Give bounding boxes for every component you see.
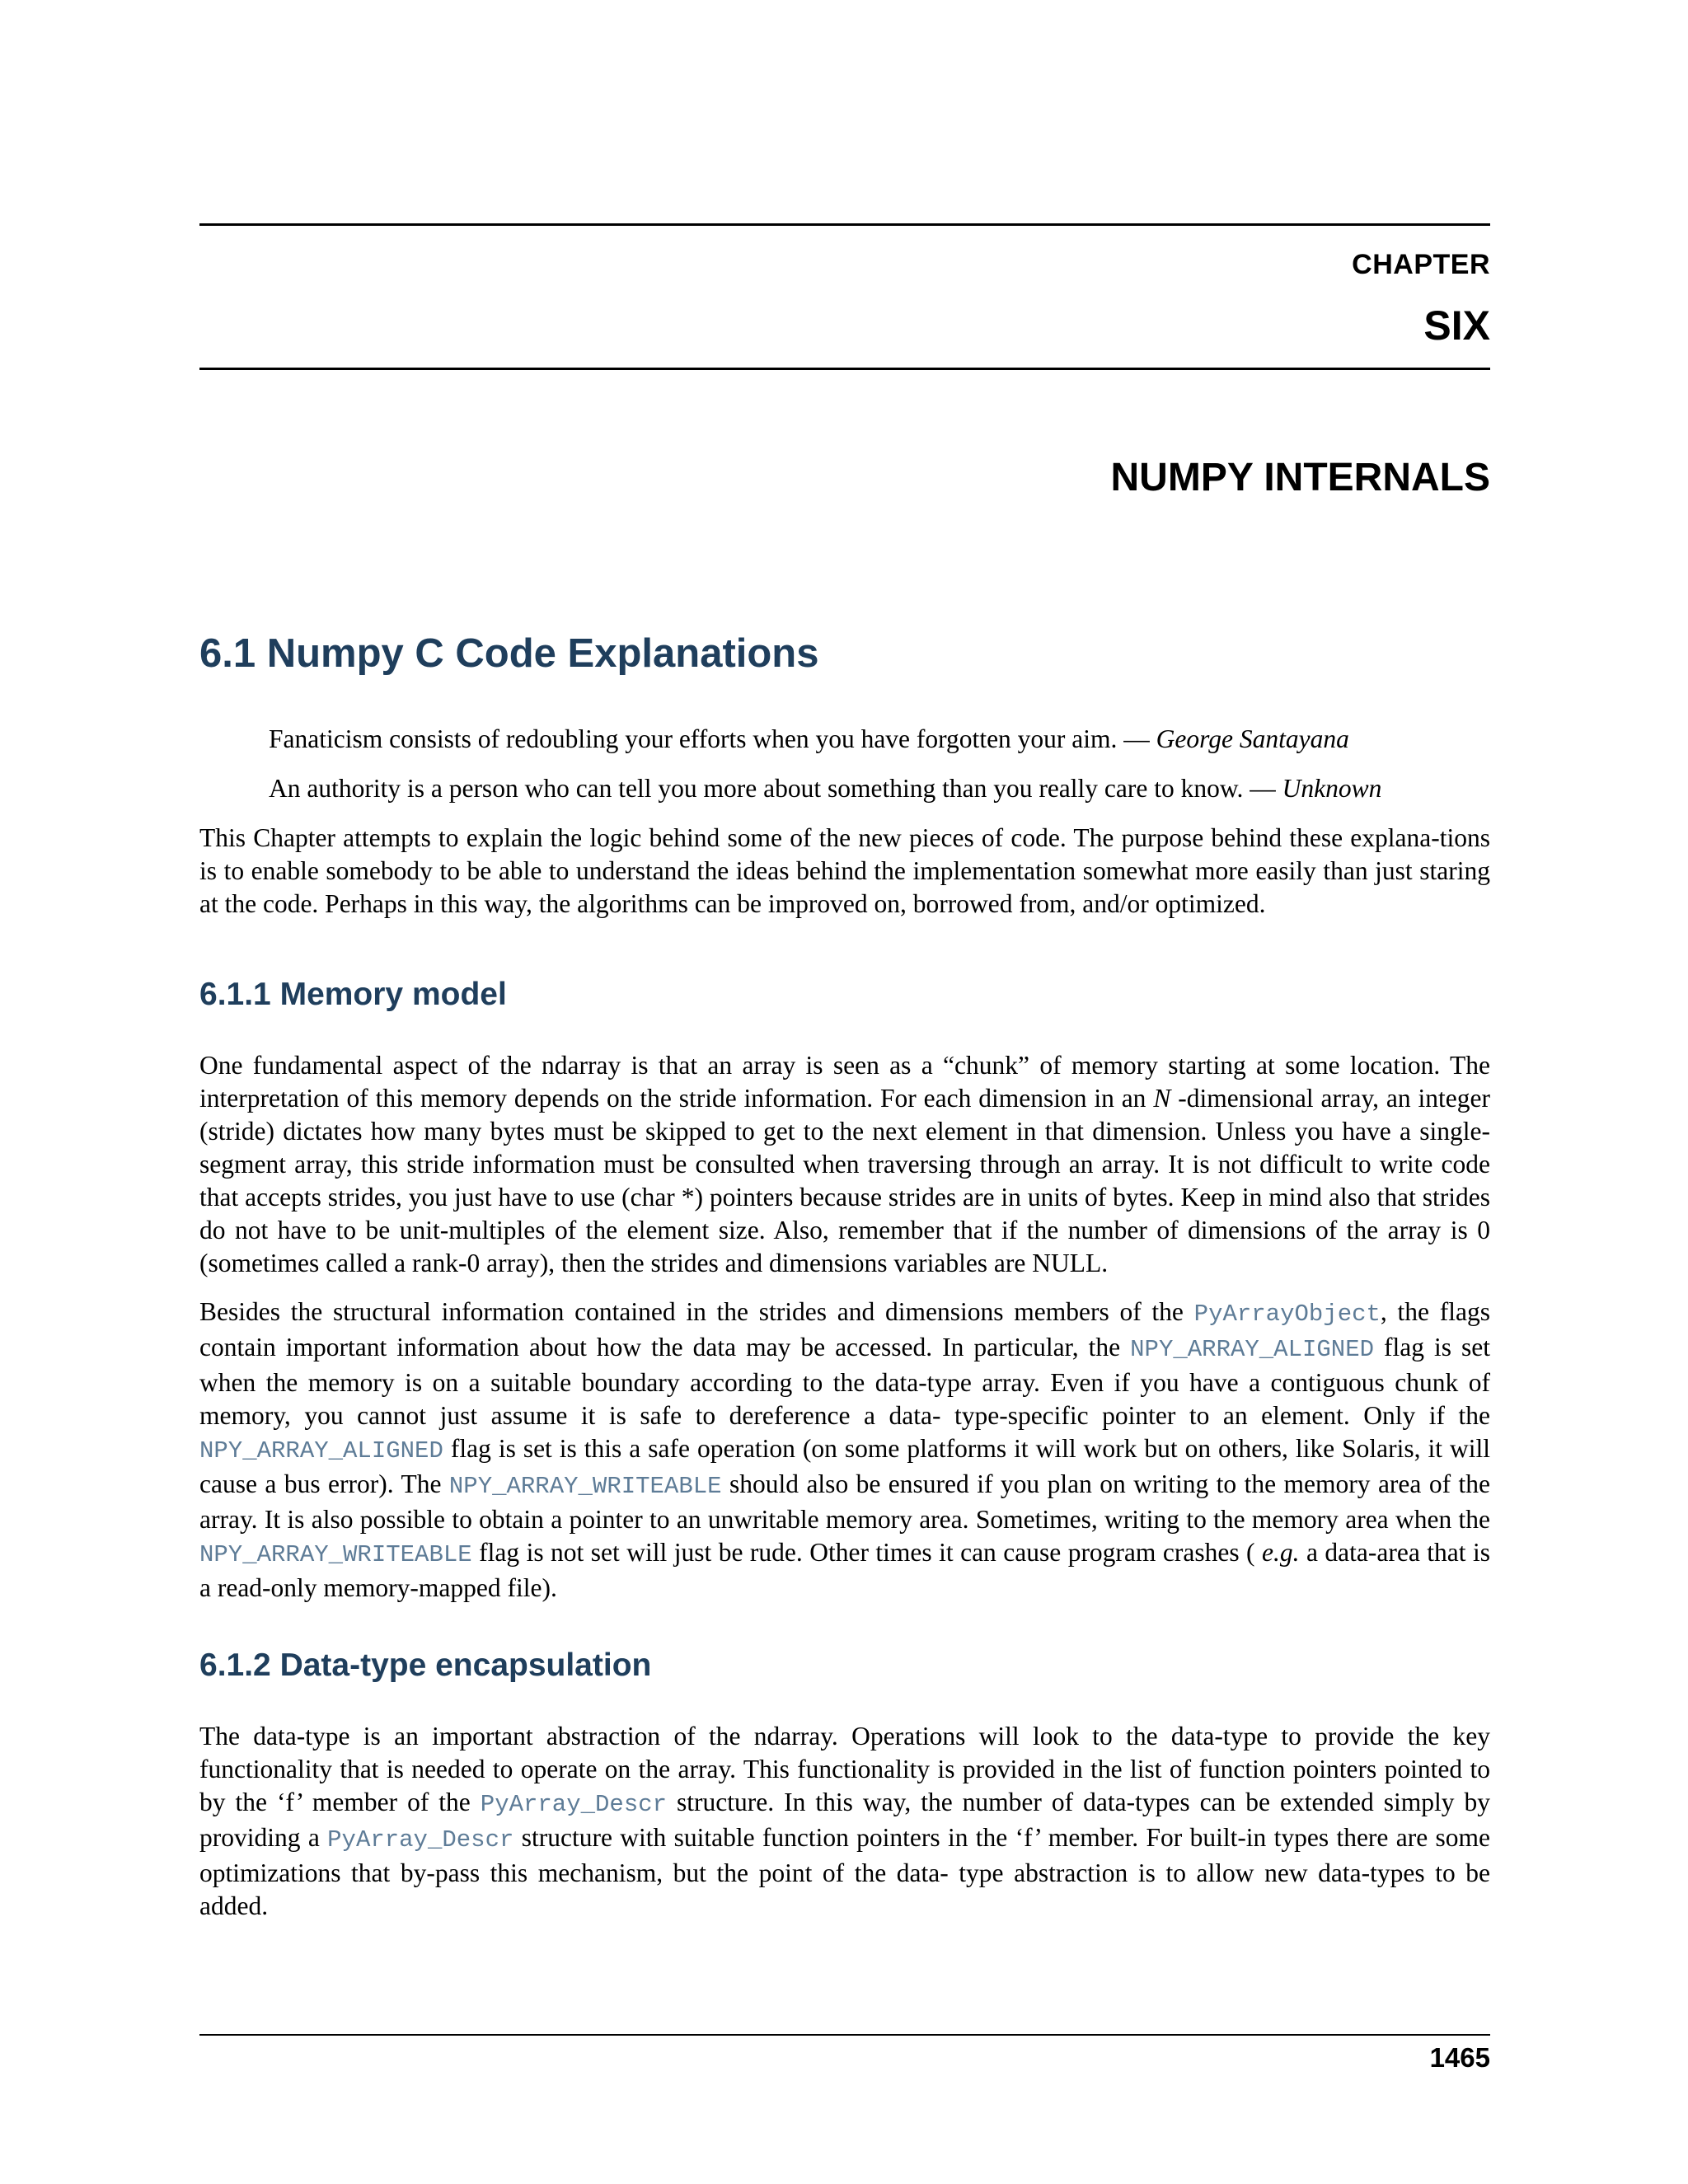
math-n: N <box>1153 1084 1171 1113</box>
quote-author: Unknown <box>1282 774 1382 803</box>
memory-model-paragraph-2: Besides the structural information contained in the strides and dimensions members of the PyArrayObject, the flags contain important information about how the data may be accessed. In particular, the NPY_ARRAY_ALIGNED flag is set when the memory is on a suitable boundary according to the data-type array. Even if you have a contiguous chunk of memory, you cannot just assume it is safe to dereference a data- type-specific pointer to an element. Only if the NPY_ARRAY_ALIGNED flag is set is this a safe operation (on some platforms it will work but on others, like Solaris, it will cause a bus error). The NPY_ARRAY_WRITEABLE should also be ensured if you plan on writing to the memory area of the array. It is also possible to obtain a pointer to an unwritable memory area. Sometimes, writing to the memory area when the NPY_ARRAY_WRITEABLE flag is not set will just be rude. Other times it can cause program crashes ( e.g. a data-area that is a read-only memory-mapped file). <box>199 1297 1490 1602</box>
code-npy-array-writeable[interactable]: NPY_ARRAY_WRITEABLE <box>199 1541 472 1568</box>
subsection-heading-memory-model: 6.1.1 Memory model <box>199 977 507 1012</box>
data-type-paragraph: The data-type is an important abstraction of the ndarray. Operations will look to the data-type to provide the key functionality that is needed to operate on the array. This functionality is provided in the list of function pointers pointed to by the ‘f’ member of the PyArray_Descr structure. In this way, the number of data-types can be extended simply by providing a PyArray_Descr structure with suitable function pointers in the ‘f’ member. For built-in types there are some optimizations that by-pass this mechanism, but the point of the data- type abstraction is to allow new data-types to be added. <box>199 1722 1491 1920</box>
memory-model-paragraph-1: One fundamental aspect of the ndarray is that an array is seen as a “chunk” of memory starting at some location. The interpretation of this memory depends on the stride information. For each dimension in an N -dimensional array, an integer (stride) dictates how many bytes must be skipped to get to the next element in that dimension. Unless you have a single-segment array, this stride information must be consulted when traversing through an array. It is not difficult to write code that accepts strides, you just have to use (char *) pointers because strides are in units of bytes. Keep in mind also that strides do not have to be unit-multiples of the element size. Also, remember that if the number of dimensions of the array is 0 (sometimes called a rank-0 array), then the strides and dimensions variables are NULL. <box>199 1051 1490 1277</box>
subsection-heading-data-type: 6.1.2 Data-type encapsulation <box>199 1647 652 1683</box>
intro-paragraph: This Chapter attempts to explain the logic behind some of the new pieces of code. The purpose behind these explana-tions is to enable somebody to be able to understand the ideas behind the implementation somewhat more easily than just staring at the code. Perhaps in this way, the algorithms can be improved on, borrowed from, and/or optimized. <box>199 823 1490 918</box>
chapter-label: CHAPTER <box>1352 249 1490 280</box>
quote-text: Fanaticism consists of redoubling your efforts when you have forgotten your aim. — <box>269 724 1156 753</box>
epigraph-quote <box>269 772 1423 805</box>
quote-author: George Santayana <box>1156 724 1349 753</box>
code-npy-array-aligned[interactable]: NPY_ARRAY_ALIGNED <box>199 1437 443 1465</box>
quote-text: An authority is a person who can tell you more about something than you really care to know. — <box>269 774 1282 803</box>
page-number: 1465 <box>1429 2042 1490 2073</box>
chapter-title: NUMPY INTERNALS <box>1110 456 1490 499</box>
footer-rule <box>199 2034 1490 2036</box>
epigraph-quote <box>269 723 1423 756</box>
code-pyarray-descr[interactable]: PyArray_Descr <box>327 1826 514 1854</box>
chapter-bottom-rule <box>199 368 1490 370</box>
section-heading: 6.1 Numpy C Code Explanations <box>199 631 819 676</box>
code-pyarrayobject[interactable]: PyArrayObject <box>1193 1301 1381 1328</box>
code-npy-array-aligned[interactable]: NPY_ARRAY_ALIGNED <box>1130 1336 1375 1363</box>
chapter-top-rule <box>199 223 1490 226</box>
code-npy-array-writeable[interactable]: NPY_ARRAY_WRITEABLE <box>448 1473 722 1500</box>
chapter-number: SIX <box>1423 302 1490 349</box>
code-pyarray-descr[interactable]: PyArray_Descr <box>480 1791 668 1818</box>
